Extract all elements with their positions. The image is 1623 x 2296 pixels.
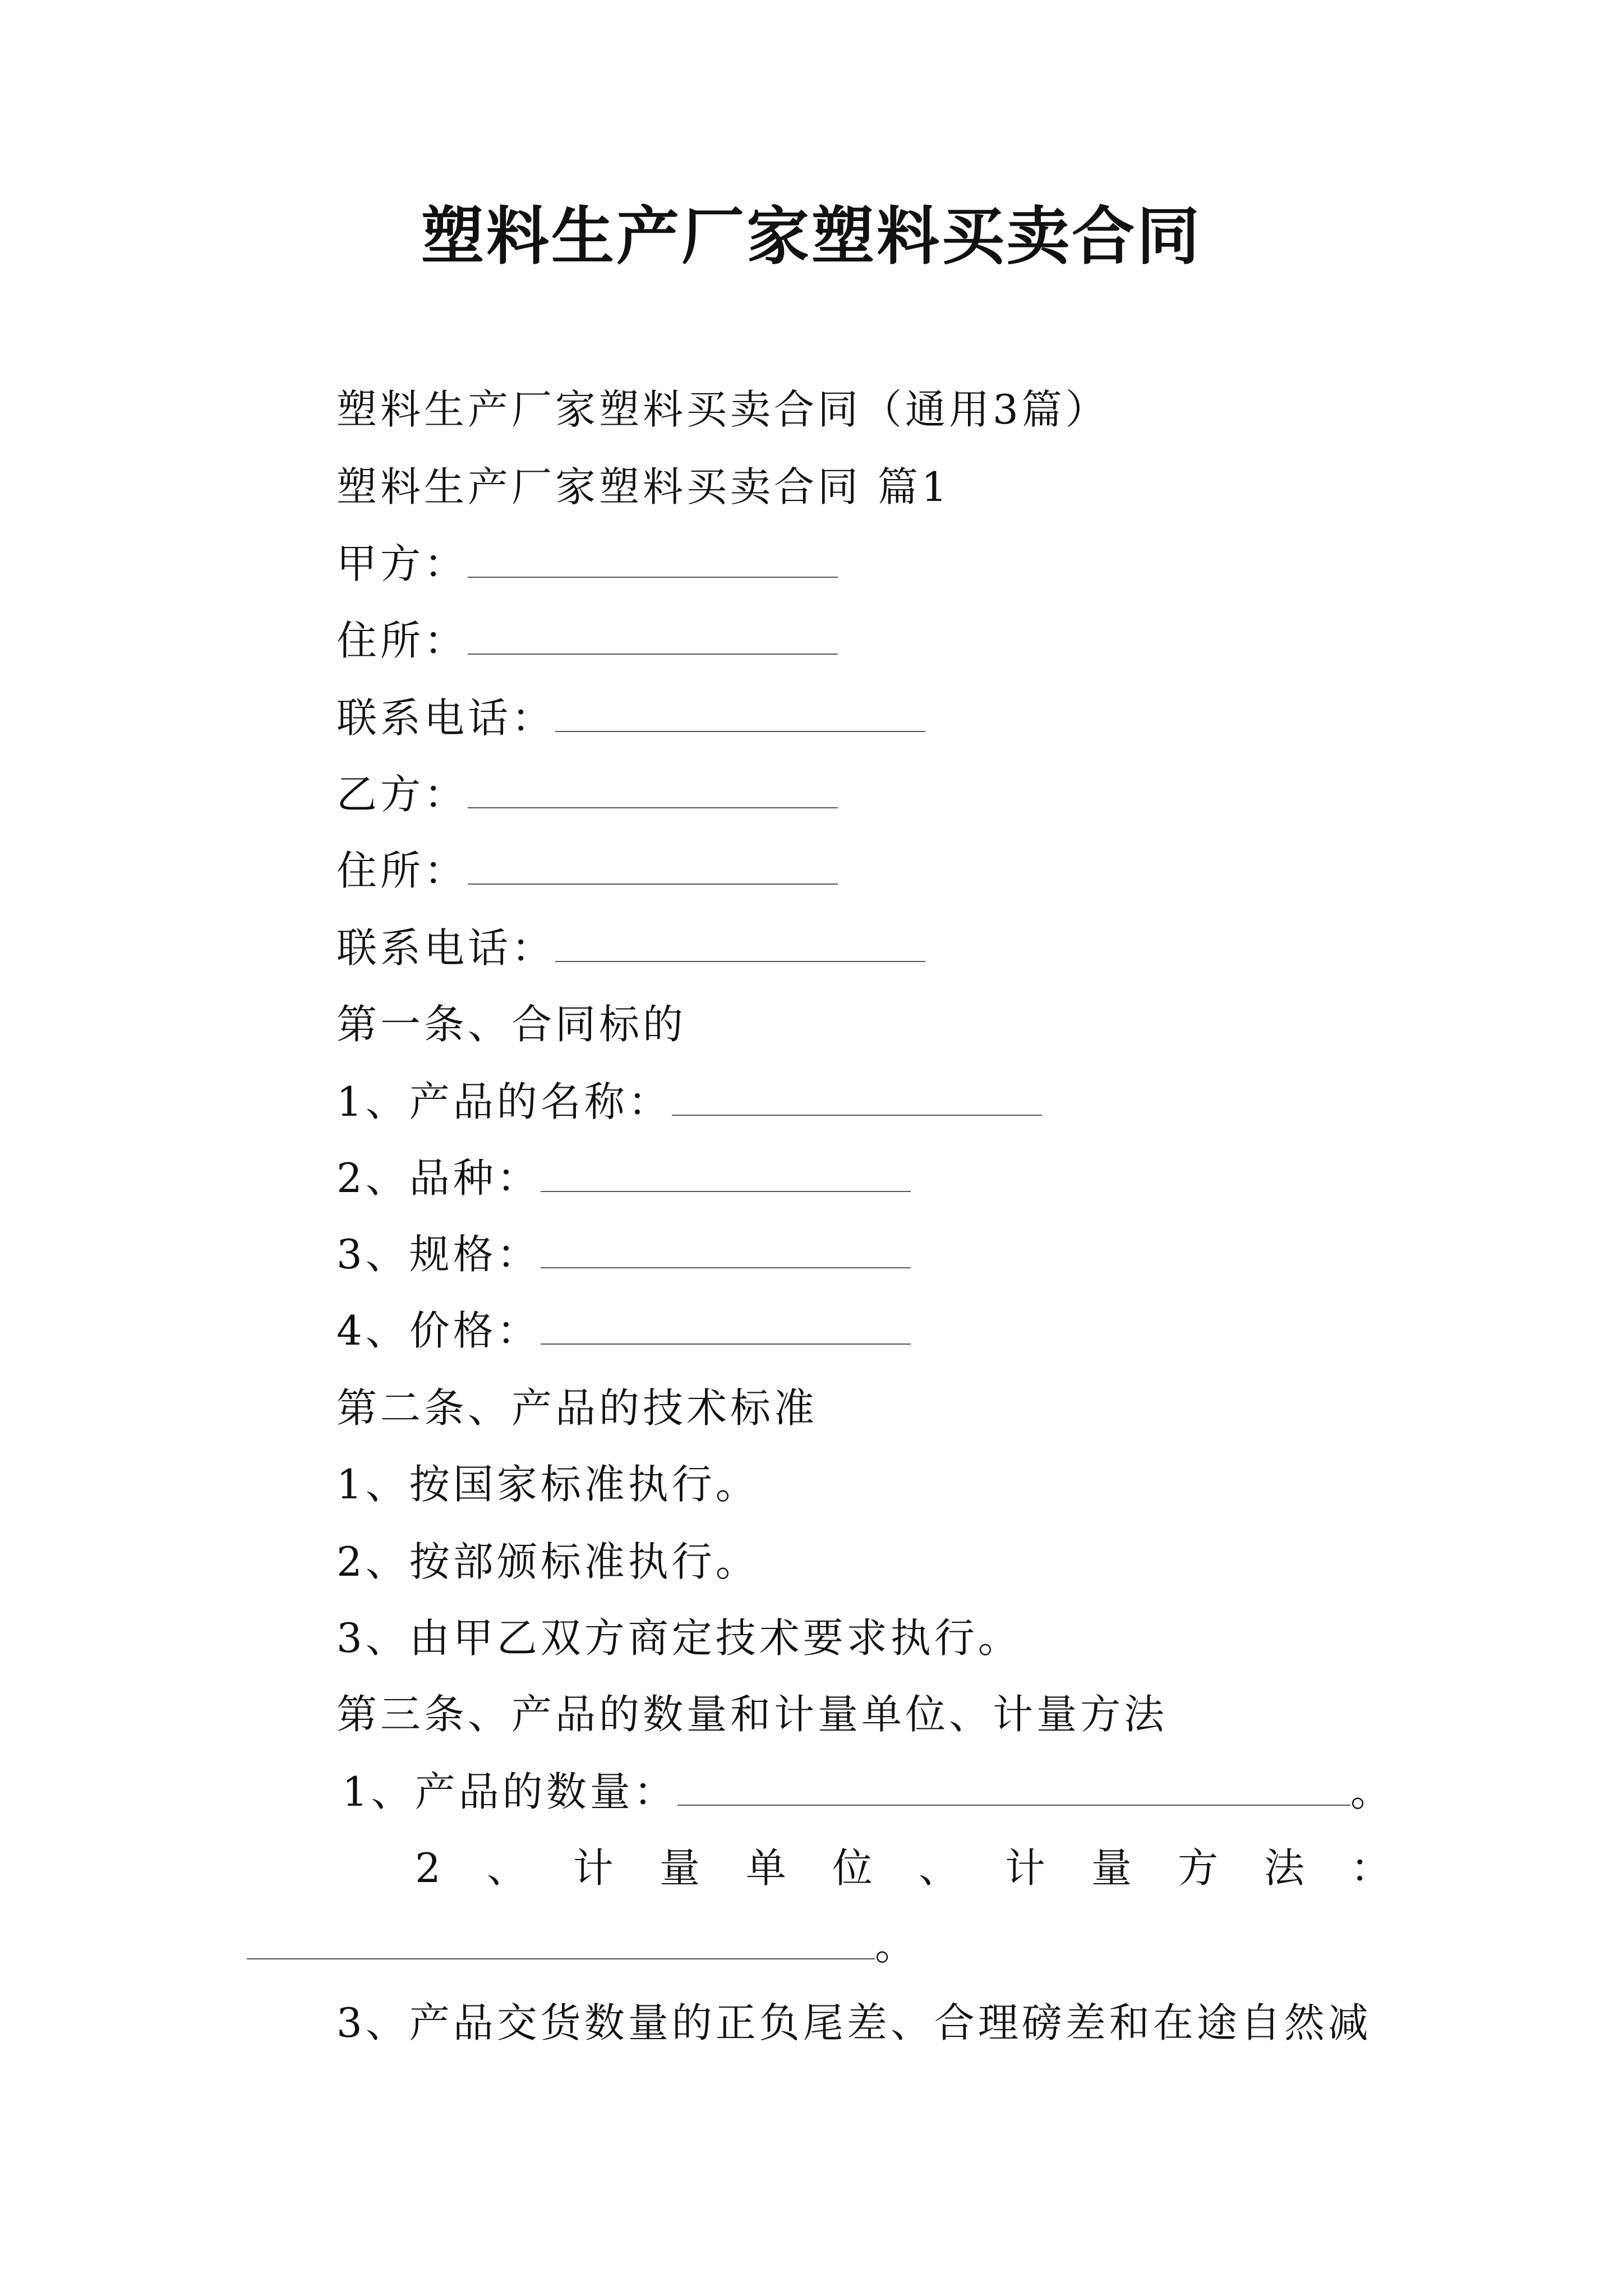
spec-blank[interactable] bbox=[541, 1234, 911, 1268]
subtitle: 塑料生产厂家塑料买卖合同（通用3篇） bbox=[336, 386, 1109, 433]
item2-char: 法 bbox=[1264, 1844, 1304, 1892]
article1-heading: 第一条、合同标的 bbox=[336, 1001, 687, 1048]
party-b-address-field bbox=[336, 843, 838, 899]
measure-unit-blank[interactable] bbox=[247, 1925, 875, 1959]
part-heading: 塑料生产厂家塑料买卖合同 篇1 bbox=[336, 463, 951, 510]
article3-item2-blank-line bbox=[247, 1917, 919, 1973]
party-b-address-label: 住所： bbox=[336, 847, 468, 894]
price-label: 4、价格： bbox=[336, 1307, 541, 1354]
item2-char: 、 bbox=[486, 1844, 527, 1892]
item2-char: 量 bbox=[1091, 1844, 1132, 1892]
item2-char: 量 bbox=[659, 1844, 700, 1892]
article3-item1 bbox=[342, 1764, 1394, 1820]
variety-blank[interactable] bbox=[541, 1157, 911, 1192]
variety-label: 2、品种： bbox=[336, 1154, 541, 1202]
quantity-end: 。 bbox=[1350, 1768, 1394, 1815]
measure-unit-end: 。 bbox=[875, 1922, 919, 1969]
article2-item2: 2、按部颁标准执行。 bbox=[336, 1538, 759, 1585]
spec-label: 3、规格： bbox=[336, 1231, 541, 1278]
article2-item1: 1、按国家标准执行。 bbox=[336, 1461, 759, 1508]
article1-item1 bbox=[336, 1074, 1042, 1130]
party-a-phone-field bbox=[336, 690, 925, 746]
article2-heading: 第二条、产品的技术标准 bbox=[336, 1384, 818, 1432]
article3-heading: 第三条、产品的数量和计量单位、计量方法 bbox=[336, 1691, 1168, 1738]
party-a-address-label: 住所： bbox=[336, 617, 468, 664]
party-b-address-blank[interactable] bbox=[468, 850, 838, 885]
article3-item3: 3、产品交货数量的正负尾差、合理磅差和在途自然减 bbox=[336, 1999, 1372, 2046]
party-a-phone-label: 联系电话： bbox=[336, 694, 556, 742]
party-a-blank[interactable] bbox=[468, 543, 838, 578]
price-blank[interactable] bbox=[541, 1310, 911, 1345]
party-a-field bbox=[336, 536, 838, 592]
party-b-label: 乙方： bbox=[336, 771, 468, 818]
article1-item4 bbox=[336, 1303, 911, 1359]
article3-item2 bbox=[336, 1840, 1391, 1896]
party-a-address-field bbox=[336, 613, 838, 669]
document-title: 塑料生产厂家塑料买卖合同 bbox=[421, 200, 1202, 273]
item2-char: 位 bbox=[832, 1844, 873, 1892]
item2-char: 2 bbox=[415, 1844, 441, 1892]
article1-item2 bbox=[336, 1150, 911, 1206]
article1-item3 bbox=[336, 1226, 911, 1282]
party-a-phone-blank[interactable] bbox=[555, 697, 925, 732]
party-b-phone-field bbox=[336, 920, 925, 976]
product-name-label: 1、产品的名称： bbox=[336, 1078, 672, 1125]
article2-item3: 3、由甲乙双方商定技术要求执行。 bbox=[336, 1614, 1022, 1662]
product-name-blank[interactable] bbox=[672, 1081, 1042, 1116]
party-b-phone-label: 联系电话： bbox=[336, 924, 556, 972]
quantity-label: 1、产品的数量： bbox=[342, 1768, 677, 1815]
item2-char: ： bbox=[1350, 1844, 1391, 1892]
item2-char: 方 bbox=[1177, 1844, 1218, 1892]
party-a-label: 甲方： bbox=[336, 540, 468, 587]
party-a-address-blank[interactable] bbox=[468, 620, 838, 655]
item2-char: 计 bbox=[573, 1844, 614, 1892]
quantity-blank[interactable] bbox=[677, 1771, 1350, 1806]
party-b-field bbox=[336, 766, 838, 822]
item2-char: 计 bbox=[1004, 1844, 1045, 1892]
party-b-blank[interactable] bbox=[468, 774, 838, 808]
item2-char: 、 bbox=[918, 1844, 959, 1892]
item2-char: 单 bbox=[745, 1844, 786, 1892]
party-b-phone-blank[interactable] bbox=[555, 927, 925, 962]
